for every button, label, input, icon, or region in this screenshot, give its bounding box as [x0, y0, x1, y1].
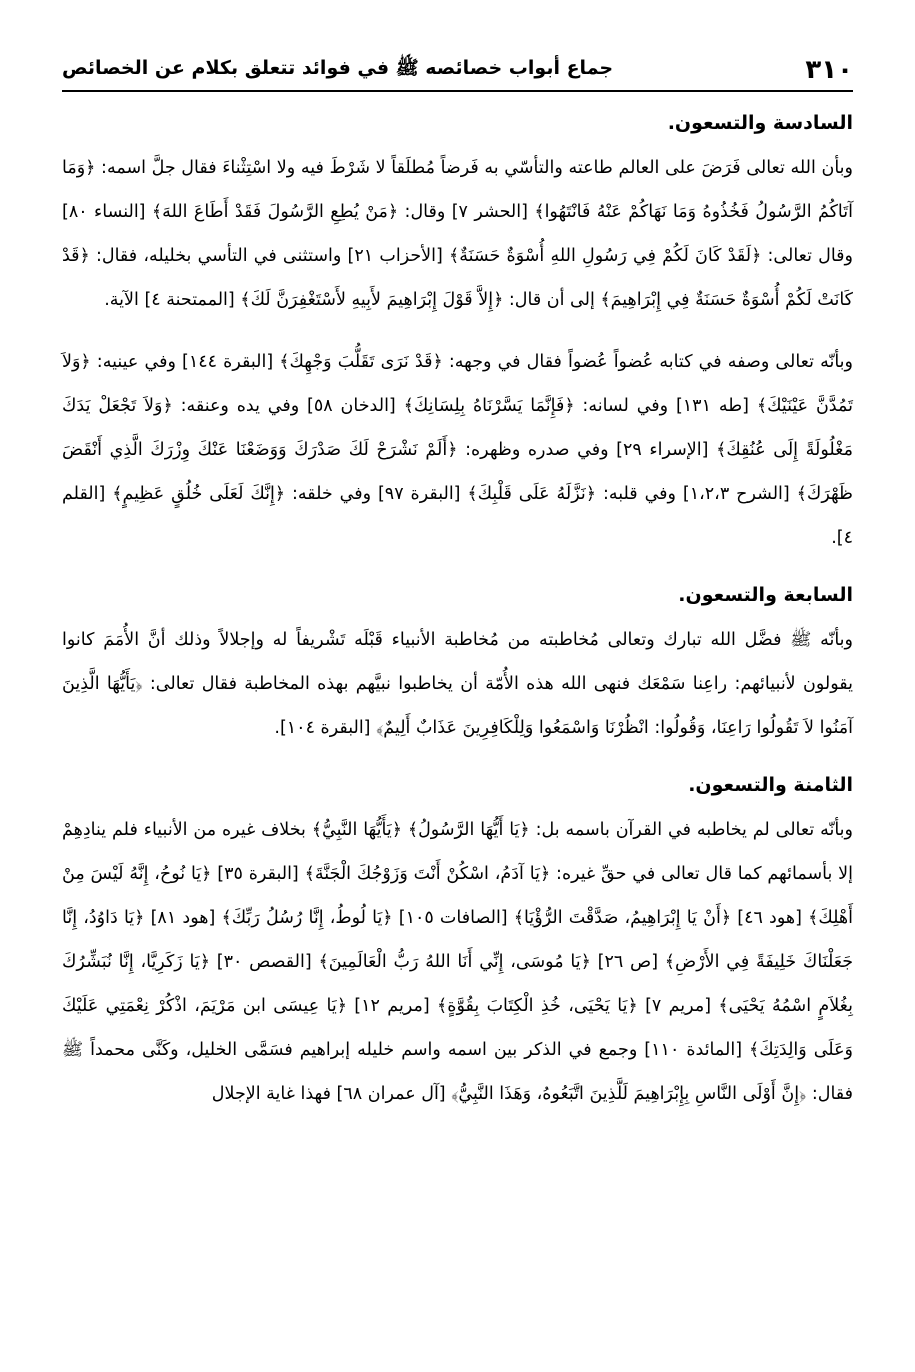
running-title: جماع أبواب خصائصه ﷺ في فوائد تتعلق بكلام عن الخصائص [62, 57, 614, 79]
section-title: السابعة والتسعون. [678, 584, 853, 606]
paragraph: وبأنّه تعالى لم يخاطبه في القرآن باسمه بل: ﴿يَا أَيُّهَا الرَّسُولُ﴾ ﴿يَأَيُّهَا النَّبِيُّ﴾ بخلاف غيره من الأنبياء فلم ينادِهِمْ إلا بأسمائهم كما قال تعالى في حقِّ غيره: ﴿يَا آدَمُ، اسْكُنْ أَنْتَ وَزَوْجُكَ الْجَنَّةَ﴾ [البقرة ٣٥] ﴿يَا نُوحُ، إِنَّهُ لَيْسَ مِنْ أَهْلِكَ﴾ [هود ٤٦] ﴿أَنْ يَا إِبْرَاهِيمُ، صَدَّقْتَ الرُّؤْيَا﴾ [الصافات ١٠٥] ﴿يَا لُوطُ، إِنَّا رُسُلُ رَبِّكَ﴾ [هود ٨١] ﴿يَا دَاوُدُ، إِنَّا جَعَلْنَاكَ خَلِيفَةً فِي الأَرْضِ﴾ [ص ٢٦] ﴿يَا مُوسَى، إِنِّي أَنَا اللهُ رَبُّ الْعَالَمِينَ﴾ [القصص ٣٠] ﴿يَا زَكَرِيَّا، إِنَّا نُبَشِّرُكَ بِغُلاَمٍ اسْمُهُ يَحْيَى﴾ [مريم ٧] ﴿يَا يَحْيَى، خُذِ الْكِتَابَ بِقُوَّةٍ﴾ [مريم ١٢] ﴿يَا عِيسَى ابن مَرْيَمَ، اذْكُرْ نِعْمَتِي عَلَيْكَ وَعَلَى وَالِدَتِكَ﴾ [المائدة ١١٠] وجمع في الذكر بين اسمه واسم خليله إبراهيم فسَمَّى الخليل، وكَنَّى محمداً ﷺ فقال: ﴿إِنَّ أَوْلَى النَّاسِ بِإِبْرَاهِيمَ لَلَّذِينَ اتَّبَعُوهُ، وَهَذَا النَّبِيُّ﴾ [آل عمران ٦٨] فهذا غاية الإجلال [62, 820, 854, 1104]
page-header [62, 50, 853, 92]
section-title: السادسة والتسعون. [667, 112, 853, 134]
page-body [62, 106, 853, 1116]
paragraph: وبأن الله تعالى فَرَضَ على العالم طاعته والتأسّي به فَرضاً مُطلَقاً لا شَرْطَ فيه ولا اسْتِثْناءَ فقال جلَّ اسمه: ﴿وَمَا آتَاكُمُ الرَّسُولُ فَخُذُوهُ وَمَا نَهَاكُمْ عَنْهُ فَانْتَهُوا﴾ [الحشر ٧] وقال: ﴿مَنْ يُطِعِ الرَّسُولَ فَقَدْ أَطَاعَ اللهَ﴾ [النساء ٨٠] وقال تعالى: ﴿لَقَدْ كَانَ لَكُمْ فِي رَسُولِ اللهِ أُسْوَةٌ حَسَنَةٌ﴾ [الأحزاب ٢١] واستثنى في التأسي بخليله، فقال: ﴿قَدْ كَانَتْ لَكُمْ أُسْوَةٌ حَسَنَةٌ فِي إِبْرَاهِيمَ﴾ إلى أن قال: ﴿إِلاَّ قَوْلَ إِبْرَاهِيمَ لأَبِيهِ لأَسْتَغْفِرَنَّ لَكَ﴾ [الممتحنة ٤] الآية. [62, 158, 854, 310]
section-title: الثامنة والتسعون. [688, 774, 853, 796]
section-97 [62, 578, 853, 750]
section-96 [62, 106, 853, 560]
page-number: ٣١٠ [805, 55, 853, 85]
paragraph: وبأنّه ﷺ فضَّل الله تبارك وتعالى مُخاطبته من مُخاطبة الأنبياء قَبْلَه تَشْريفاً له وإجلالاً وذلك أنَّ الأُمَمَ كانوا يقولون لأنبيائهم: راعِنا سَمْعَك فنهى الله هذه الأُمّة أن يخاطبوا نبيَّهم بهذه المخاطبة فقال تعالى: ﴿يَأَيُّهَا الَّذِينَ آمَنُوا لاَ تَقُولُوا رَاعِنَا، وَقُولُوا: انْظُرْنَا وَاسْمَعُوا وَلِلْكَافِرِينَ عَذَابٌ أَلِيمٌ﴾ [البقرة ١٠٤]. [62, 630, 853, 738]
paragraph: وبأنّه تعالى وصفه في كتابه عُضواً عُضواً فقال في وجهه: ﴿قَدْ نَرَى تَقَلُّبَ وَجْهِكَ﴾ [البقرة ١٤٤] وفي عينيه: ﴿وَلاَ تَمُدَّنَّ عَيْنَيْكَ﴾ [طه ١٣١] وفي لسانه: ﴿فَإِنَّمَا يَسَّرْنَاهُ بِلِسَانِكَ﴾ [الدخان ٥٨] وفي يده وعنقه: ﴿وَلاَ تَجْعَلْ يَدَكَ مَغْلُولَةً إِلَى عُنُقِكَ﴾ [الإسراء ٢٩] وفي صدره وظهره: ﴿أَلَمْ نَشْرَحْ لَكَ صَدْرَكَ وَوَضَعْنَا عَنْكَ وِزْرَكَ الَّذِي أَنْقَضَ ظَهْرَكَ﴾ [الشرح ١،٢،٣] وفي قلبه: ﴿نَزَّلَهُ عَلَى قَلْبِكَ﴾ [البقرة ٩٧] وفي خلقه: ﴿إِنَّكَ لَعَلَى خُلُقٍ عَظِيمٍ﴾ [القلم ٤]. [62, 352, 853, 548]
section-98 [62, 768, 853, 1116]
